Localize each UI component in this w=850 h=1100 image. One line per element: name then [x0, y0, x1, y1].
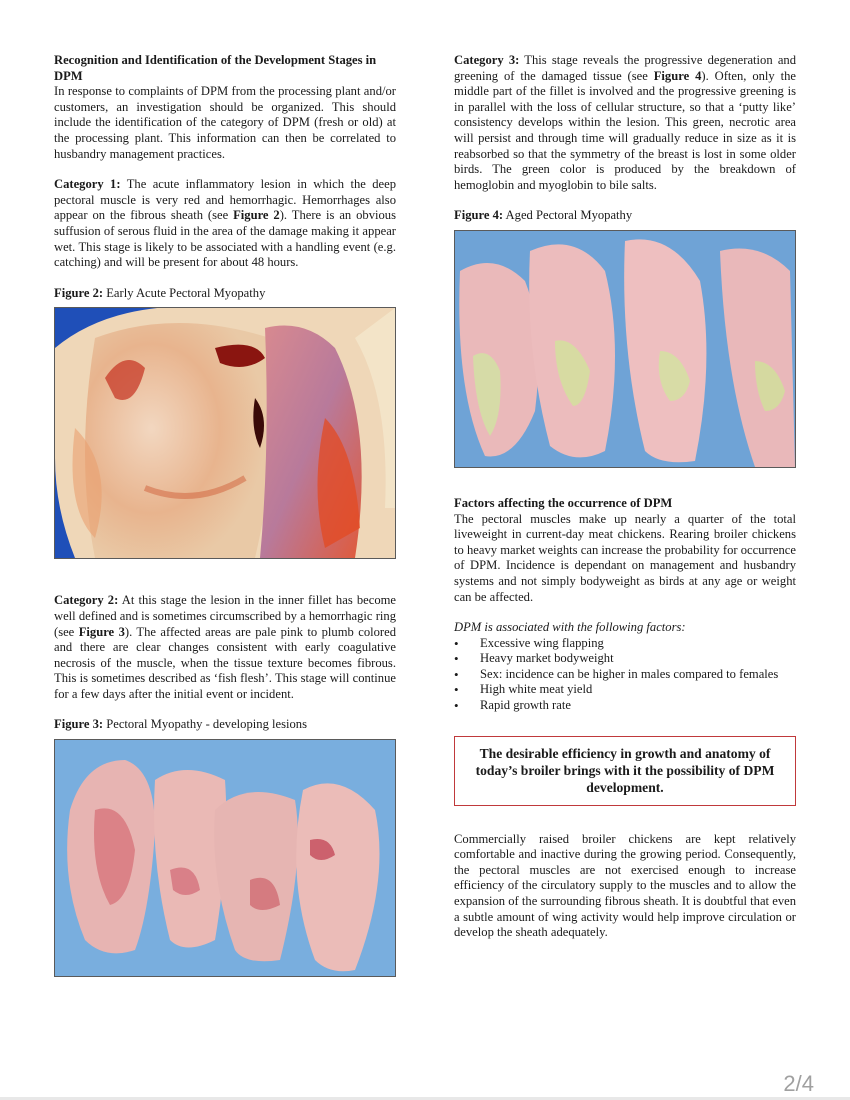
callout-box [454, 736, 796, 806]
factor-item: • High white meat yield [454, 682, 796, 698]
page-indicator: 2/4 [783, 1071, 814, 1096]
factors-list [454, 636, 796, 714]
figure2-caption [54, 286, 396, 302]
figure3-image [54, 739, 396, 977]
figure3-caption [54, 717, 396, 733]
closing-paragraph: Commercially raised broiler chickens are kept relatively comfortable and inactive during the growing period. Consequently, the pectoral muscles are not exercised enough to increase efficiency of the circulatory supply to the muscles and to allow the expansion of the surrounding fibrous sheath. It is doubtful that even a subtle amount of wing activity would help improve circulation or develop the sheath adequately. [454, 831, 796, 940]
category3-text-cont: ). Often, only the middle part of the fillet is involved and the progressive greening is in parallel with the loss of cellular structure, so that a ‘putty like’ consistency develops within the lesion. This green, necrotic area will persist and through time will gradually reduce in size as it is reabsorbed so that the symmetry of the breast is lost in some older birds. The green color is produced by the breakdown of hemoglobin and myoglobin to bile salts. [454, 68, 797, 192]
figure2-label: Figure 2: [54, 285, 104, 300]
category3-text: This stage reveals the progressive degeneration and greening of the damaged tissue (see [454, 53, 796, 83]
category2-label: Category 2: [54, 593, 119, 608]
figure4-caption [454, 208, 796, 224]
figure4-ref: Figure 4 [653, 68, 702, 83]
callout-text: The desirable efficiency in growth and anatomy of today’s broiler brings with it the possibility of DPM development. [475, 745, 775, 795]
category1-text: The acute inflammatory lesion in which the deep pectoral muscle is very red and hemorrhagic. Hemorrhages also appear on the fibrous sheath (see [54, 177, 396, 223]
category1-text-cont: ). There is an obvious suffusion of serous fluid in the area of the damage making it appear wet. This stage is likely to be associated with a handling event (e.g. catching) and will be present for about 48 hours. [54, 208, 396, 270]
figure3-caption-text: Pectoral Myopathy - developing lesions [103, 717, 308, 732]
factors-title: Factors affecting the occurrence of DPM [454, 495, 673, 510]
left-column [54, 53, 396, 977]
right-column [454, 53, 796, 941]
figure2-caption-text: Early Acute Pectoral Myopathy [103, 285, 266, 300]
figure2-ref: Figure 2 [233, 208, 280, 223]
figure3-photo-illustration [55, 740, 395, 976]
figure4-photo-illustration [455, 231, 795, 467]
category2-paragraph [54, 593, 396, 702]
figure4-caption-text: Aged Pectoral Myopathy [503, 208, 633, 223]
factor-item: • Rapid growth rate [454, 698, 796, 714]
category2-text-cont: ). The affected areas are pale pink to plumb colored and there are clear changes consistent with early coagulative necrosis of the muscle, when the tissue texture becomes fibrous. This is sometimes described as ‘fish flesh’. This stage will continue for a few days after the initial event or incident. [54, 624, 396, 701]
figure3-ref: Figure 3 [78, 624, 125, 639]
category1-label: Category 1: [54, 177, 121, 192]
figure2-photo-illustration [55, 308, 395, 558]
section-title: Recognition and Identification of the Development Stages in DPM [54, 53, 377, 83]
factor-item: • Excessive wing flapping [454, 636, 796, 652]
figure4-image [454, 230, 796, 468]
intro-paragraph: In response to complaints of DPM from the processing plant and/or customers, an investigation should be organized. This should include the identification of the category of DPM (fresh or old) at the processing plant. This information can then be correlated to husbandry management practices. [54, 84, 396, 161]
figure2-image [54, 307, 396, 559]
category1-paragraph [54, 177, 396, 271]
factors-intro: The pectoral muscles make up nearly a quarter of the total liveweight in current-day meat chickens. Rearing broiler chickens to heavy market weights can increase the probability for occurrence of DPM. Incidence is dependant on management and husbandry systems and not simply bodyweight as birds at any age or weight can be affected. [454, 511, 796, 604]
category3-paragraph [454, 53, 796, 193]
factors-lead: DPM is associated with the following factors: [454, 620, 686, 635]
figure4-label: Figure 4: [454, 208, 504, 223]
figure3-label: Figure 3: [54, 717, 104, 732]
category3-label: Category 3: [454, 53, 520, 67]
category2-text: At this stage the lesion in the inner fillet has become well defined and is sometimes circumscribed by a hemorrhagic ring (see [54, 593, 397, 639]
factor-item: • Heavy market bodyweight [454, 651, 796, 667]
factor-item: • Sex: incidence can be higher in males compared to females [454, 667, 796, 683]
